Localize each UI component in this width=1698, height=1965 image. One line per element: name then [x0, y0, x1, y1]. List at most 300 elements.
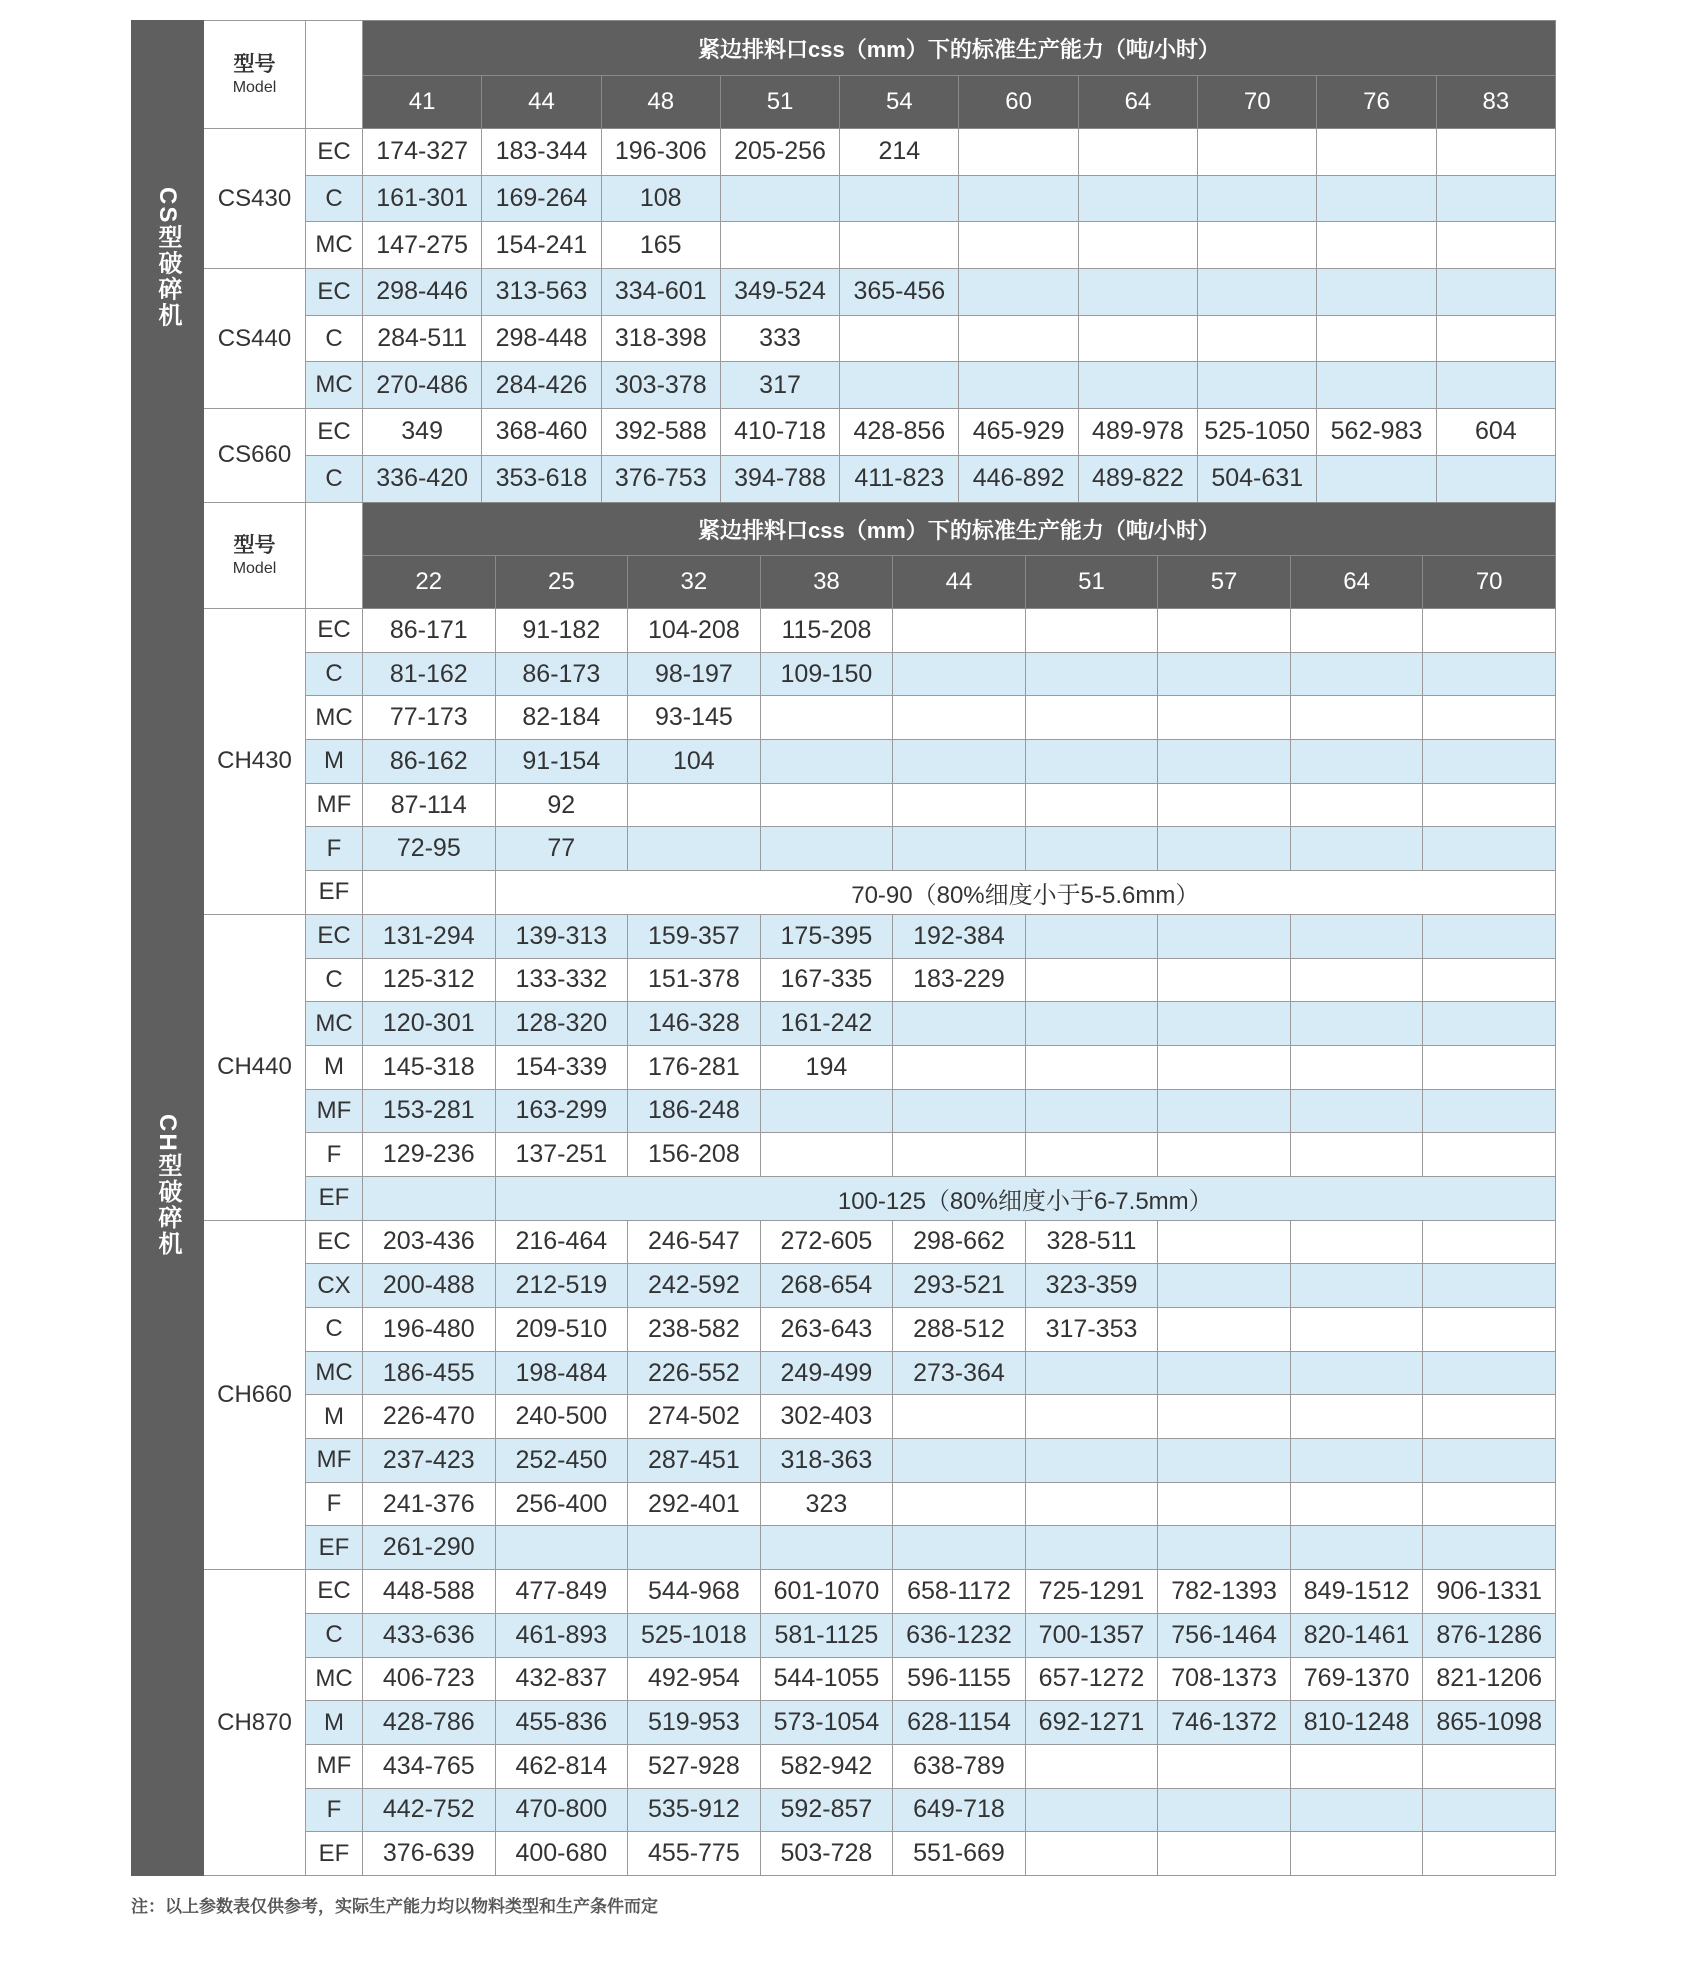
ch-model-header — [204, 503, 306, 609]
cavity-type-cell: MF — [306, 783, 363, 827]
capacity-cell: 470-800 — [495, 1788, 628, 1832]
capacity-cell — [1198, 129, 1317, 176]
table-row — [132, 1089, 1556, 1133]
table-row — [132, 1482, 1556, 1526]
capacity-cell: 349 — [363, 409, 482, 456]
capacity-cell: 849-1512 — [1290, 1570, 1423, 1614]
capacity-cell: 77-173 — [363, 696, 496, 740]
capacity-cell — [1025, 1045, 1158, 1089]
capacity-cell: 636-1232 — [893, 1613, 1026, 1657]
capacity-cell: 137-251 — [495, 1133, 628, 1177]
capacity-cell — [1025, 827, 1158, 871]
capacity-cell — [1078, 362, 1197, 409]
capacity-cell: 128-320 — [495, 1002, 628, 1046]
capacity-cell — [1423, 783, 1556, 827]
ch-column-header: 57 — [1158, 556, 1291, 609]
cavity-type-cell: C — [306, 652, 363, 696]
capacity-cell: 519-953 — [628, 1701, 761, 1745]
model-cell: CH430 — [204, 609, 306, 915]
capacity-cell — [1158, 696, 1291, 740]
capacity-cell — [1025, 1395, 1158, 1439]
capacity-cell: 303-378 — [601, 362, 720, 409]
capacity-cell — [1025, 652, 1158, 696]
model-label-zh: 型号 — [233, 534, 276, 558]
model-cell: CH440 — [204, 914, 306, 1220]
capacity-cell — [1158, 1133, 1291, 1177]
capacity-cell: 163-299 — [495, 1089, 628, 1133]
model-label-en: Model — [232, 559, 277, 577]
capacity-cell — [1158, 783, 1291, 827]
cavity-type-cell: EC — [306, 129, 363, 176]
capacity-cell: 906-1331 — [1423, 1570, 1556, 1614]
table-row — [132, 696, 1556, 740]
capacity-cell — [1290, 652, 1423, 696]
capacity-cell: 455-836 — [495, 1701, 628, 1745]
capacity-cell — [1158, 1832, 1291, 1876]
cs-side-label-text: CS型破碎机 — [154, 187, 181, 329]
capacity-cell: 525-1050 — [1198, 409, 1317, 456]
table-row — [132, 958, 1556, 1002]
capacity-cell: 544-968 — [628, 1570, 761, 1614]
capacity-cell: 746-1372 — [1158, 1701, 1291, 1745]
capacity-cell: 145-318 — [363, 1045, 496, 1089]
table-row — [132, 914, 1556, 958]
capacity-cell — [1158, 652, 1291, 696]
capacity-cell: 376-753 — [601, 455, 720, 502]
capacity-cell: 551-669 — [893, 1832, 1026, 1876]
capacity-cell: 237-423 — [363, 1439, 496, 1483]
capacity-cell — [1158, 740, 1291, 784]
model-cell: CH870 — [204, 1570, 306, 1876]
capacity-cell — [893, 609, 1026, 653]
capacity-cell — [1025, 1002, 1158, 1046]
capacity-cell — [959, 269, 1078, 316]
capacity-cell — [1290, 1220, 1423, 1264]
capacity-cell: 318-398 — [601, 315, 720, 362]
capacity-cell — [1078, 315, 1197, 362]
capacity-cell: 317-353 — [1025, 1308, 1158, 1352]
capacity-cell — [1025, 1133, 1158, 1177]
capacity-cell: 263-643 — [760, 1308, 893, 1352]
capacity-cell: 876-1286 — [1423, 1613, 1556, 1657]
capacity-cell — [959, 129, 1078, 176]
capacity-cell: 131-294 — [363, 914, 496, 958]
table-row — [132, 1570, 1556, 1614]
capacity-cell — [760, 1526, 893, 1570]
capacity-cell — [1290, 914, 1423, 958]
capacity-cell: 428-786 — [363, 1701, 496, 1745]
capacity-cell — [1290, 1089, 1423, 1133]
cavity-type-cell: M — [306, 1701, 363, 1745]
cavity-type-cell: MF — [306, 1744, 363, 1788]
cavity-type-cell: C — [306, 455, 363, 502]
capacity-cell — [1423, 696, 1556, 740]
capacity-cell: 270-486 — [363, 362, 482, 409]
capacity-cell: 196-306 — [601, 129, 720, 176]
capacity-cell: 153-281 — [363, 1089, 496, 1133]
cavity-type-cell: F — [306, 827, 363, 871]
capacity-cell: 174-327 — [363, 129, 482, 176]
capacity-cell — [1436, 222, 1555, 269]
table-row — [132, 455, 1556, 502]
capacity-cell — [720, 222, 839, 269]
cs-capacity-table — [131, 20, 1556, 503]
capacity-cell: 72-95 — [363, 827, 496, 871]
cavity-type-cell: MC — [306, 1002, 363, 1046]
ch-column-header: 25 — [495, 556, 628, 609]
capacity-cell: 298-448 — [482, 315, 601, 362]
capacity-cell: 240-500 — [495, 1395, 628, 1439]
capacity-cell: 226-552 — [628, 1351, 761, 1395]
capacity-cell: 465-929 — [959, 409, 1078, 456]
capacity-cell: 154-241 — [482, 222, 601, 269]
capacity-cell: 86-162 — [363, 740, 496, 784]
cavity-type-cell: CX — [306, 1264, 363, 1308]
capacity-cell — [959, 315, 1078, 362]
capacity-cell: 156-208 — [628, 1133, 761, 1177]
capacity-cell — [893, 1439, 1026, 1483]
capacity-cell — [1078, 269, 1197, 316]
capacity-cell — [1290, 1744, 1423, 1788]
capacity-cell: 810-1248 — [1290, 1701, 1423, 1745]
cs-side-label — [132, 21, 204, 503]
cs-column-header: 64 — [1078, 76, 1197, 129]
capacity-cell: 492-954 — [628, 1657, 761, 1701]
capacity-cell — [1290, 1002, 1423, 1046]
ch-column-header: 70 — [1423, 556, 1556, 609]
capacity-cell — [959, 175, 1078, 222]
capacity-cell: 400-680 — [495, 1832, 628, 1876]
table-row — [132, 1701, 1556, 1745]
capacity-cell: 433-636 — [363, 1613, 496, 1657]
capacity-cell: 489-822 — [1078, 455, 1197, 502]
capacity-cell: 638-789 — [893, 1744, 1026, 1788]
capacity-cell — [893, 1089, 1026, 1133]
capacity-cell: 104 — [628, 740, 761, 784]
cavity-type-cell: MC — [306, 1351, 363, 1395]
capacity-cell — [1158, 958, 1291, 1002]
cs-column-header: 60 — [959, 76, 1078, 129]
capacity-cell — [760, 696, 893, 740]
capacity-cell: 159-357 — [628, 914, 761, 958]
capacity-cell: 87-114 — [363, 783, 496, 827]
cs-sub-header — [306, 21, 363, 129]
ch-column-header: 51 — [1025, 556, 1158, 609]
capacity-cell: 313-563 — [482, 269, 601, 316]
capacity-cell: 91-154 — [495, 740, 628, 784]
model-cell: CS660 — [204, 409, 306, 502]
capacity-cell: 434-765 — [363, 1744, 496, 1788]
capacity-cell — [1423, 1439, 1556, 1483]
capacity-cell: 504-631 — [1198, 455, 1317, 502]
capacity-cell — [1290, 1264, 1423, 1308]
table-row — [132, 1526, 1556, 1570]
capacity-cell: 581-1125 — [760, 1613, 893, 1657]
capacity-cell: 410-718 — [720, 409, 839, 456]
capacity-cell: 708-1373 — [1158, 1657, 1291, 1701]
capacity-cell: 448-588 — [363, 1570, 496, 1614]
capacity-cell — [1158, 914, 1291, 958]
capacity-cell: 649-718 — [893, 1788, 1026, 1832]
capacity-cell: 249-499 — [760, 1351, 893, 1395]
table-row — [132, 1176, 1556, 1220]
cs-header-row — [132, 21, 1556, 76]
capacity-cell: 81-162 — [363, 652, 496, 696]
capacity-cell: 226-470 — [363, 1395, 496, 1439]
table-row — [132, 1351, 1556, 1395]
cavity-type-cell: F — [306, 1482, 363, 1526]
capacity-cell — [1423, 1744, 1556, 1788]
capacity-cell — [1423, 1045, 1556, 1089]
capacity-cell: 268-654 — [760, 1264, 893, 1308]
capacity-cell — [1158, 1045, 1291, 1089]
cavity-type-cell: MC — [306, 1657, 363, 1701]
capacity-cell: 161-301 — [363, 175, 482, 222]
capacity-cell — [840, 222, 959, 269]
cavity-type-cell: C — [306, 1308, 363, 1352]
capacity-cell — [1423, 827, 1556, 871]
capacity-cell: 334-601 — [601, 269, 720, 316]
capacity-cell: 238-582 — [628, 1308, 761, 1352]
table-row — [132, 1439, 1556, 1483]
capacity-cell — [1423, 652, 1556, 696]
capacity-cell — [1158, 1395, 1291, 1439]
capacity-cell — [1290, 1133, 1423, 1177]
cavity-type-cell: EC — [306, 914, 363, 958]
capacity-cell — [1158, 1482, 1291, 1526]
capacity-cell: 104-208 — [628, 609, 761, 653]
capacity-cell — [1158, 1220, 1291, 1264]
capacity-cell — [1158, 1002, 1291, 1046]
cs-column-header: 70 — [1198, 76, 1317, 129]
ch-side-label — [132, 503, 204, 1876]
capacity-cell — [1317, 269, 1436, 316]
capacity-cell: 769-1370 — [1290, 1657, 1423, 1701]
capacity-cell — [893, 1045, 1026, 1089]
capacity-cell — [893, 783, 1026, 827]
capacity-cell: 77 — [495, 827, 628, 871]
table-row — [132, 652, 1556, 696]
capacity-cell — [1198, 175, 1317, 222]
capacity-cell — [1290, 1439, 1423, 1483]
table-row — [132, 783, 1556, 827]
capacity-cell: 146-328 — [628, 1002, 761, 1046]
capacity-cell: 292-401 — [628, 1482, 761, 1526]
ch-capacity-title: 紧边排料口css（mm）下的标准生产能力（吨/小时） — [363, 503, 1556, 556]
capacity-cell — [1290, 1526, 1423, 1570]
capacity-cell: 92 — [495, 783, 628, 827]
ch-side-label-text: CH型破碎机 — [154, 1114, 181, 1257]
model-cell: CS430 — [204, 129, 306, 269]
capacity-cell: 489-978 — [1078, 409, 1197, 456]
cavity-type-cell: EF — [306, 1832, 363, 1876]
capacity-cell: 194 — [760, 1045, 893, 1089]
capacity-cell: 820-1461 — [1290, 1613, 1423, 1657]
capacity-cell: 198-484 — [495, 1351, 628, 1395]
capacity-cell: 216-464 — [495, 1220, 628, 1264]
capacity-cell — [1025, 1482, 1158, 1526]
capacity-cell — [1423, 1482, 1556, 1526]
capacity-cell: 125-312 — [363, 958, 496, 1002]
capacity-cell: 535-912 — [628, 1788, 761, 1832]
capacity-cell: 406-723 — [363, 1657, 496, 1701]
capacity-cell: 317 — [720, 362, 839, 409]
capacity-cell: 129-236 — [363, 1133, 496, 1177]
cs-model-header — [204, 21, 306, 129]
capacity-cell: 544-1055 — [760, 1657, 893, 1701]
capacity-cell — [959, 362, 1078, 409]
capacity-cell — [1158, 609, 1291, 653]
capacity-cell — [893, 1526, 1026, 1570]
capacity-cell — [1423, 914, 1556, 958]
capacity-cell — [760, 1089, 893, 1133]
capacity-cell — [1025, 1439, 1158, 1483]
capacity-cell: 212-519 — [495, 1264, 628, 1308]
capacity-cell — [760, 1133, 893, 1177]
capacity-cell: 200-488 — [363, 1264, 496, 1308]
capacity-cell — [1158, 827, 1291, 871]
capacity-cell — [1423, 1832, 1556, 1876]
capacity-cell — [1423, 1526, 1556, 1570]
capacity-cell: 432-837 — [495, 1657, 628, 1701]
capacity-cell: 821-1206 — [1423, 1657, 1556, 1701]
capacity-cell — [1423, 1133, 1556, 1177]
capacity-cell: 336-420 — [363, 455, 482, 502]
cavity-type-cell: EF — [306, 1176, 363, 1220]
capacity-cell: 252-450 — [495, 1439, 628, 1483]
table-row — [132, 827, 1556, 871]
cavity-type-cell: MC — [306, 696, 363, 740]
cavity-type-cell: EC — [306, 1220, 363, 1264]
capacity-cell: 756-1464 — [1158, 1613, 1291, 1657]
capacity-cell — [1025, 1089, 1158, 1133]
capacity-cell — [1436, 129, 1555, 176]
capacity-cell — [1290, 1351, 1423, 1395]
capacity-cell — [1290, 1788, 1423, 1832]
capacity-cell — [840, 175, 959, 222]
capacity-cell — [1423, 958, 1556, 1002]
capacity-cell: 328-511 — [1025, 1220, 1158, 1264]
capacity-cell: 298-662 — [893, 1220, 1026, 1264]
capacity-cell: 865-1098 — [1423, 1701, 1556, 1745]
capacity-cell — [1025, 1351, 1158, 1395]
capacity-cell: 604 — [1436, 409, 1555, 456]
table-row — [132, 1788, 1556, 1832]
capacity-cell — [1158, 1089, 1291, 1133]
capacity-cell — [1423, 609, 1556, 653]
cavity-type-cell: M — [306, 1395, 363, 1439]
capacity-cell — [1436, 269, 1555, 316]
capacity-cell: 700-1357 — [1025, 1613, 1158, 1657]
capacity-cell: 246-547 — [628, 1220, 761, 1264]
cavity-type-cell: C — [306, 175, 363, 222]
capacity-cell — [1290, 958, 1423, 1002]
capacity-cell: 186-248 — [628, 1089, 761, 1133]
capacity-cell: 175-395 — [760, 914, 893, 958]
capacity-cell — [760, 783, 893, 827]
capacity-cell: 284-426 — [482, 362, 601, 409]
table-row — [132, 315, 1556, 362]
capacity-cell — [628, 783, 761, 827]
cs-column-header: 83 — [1436, 76, 1555, 129]
cavity-type-cell: M — [306, 740, 363, 784]
capacity-cell: 86-171 — [363, 609, 496, 653]
cavity-type-cell: C — [306, 958, 363, 1002]
capacity-cell: 273-364 — [893, 1351, 1026, 1395]
capacity-cell: 692-1271 — [1025, 1701, 1158, 1745]
cs-column-header: 76 — [1317, 76, 1436, 129]
ch-column-header: 32 — [628, 556, 761, 609]
table-row — [132, 1395, 1556, 1439]
capacity-cell — [1198, 269, 1317, 316]
capacity-cell: 318-363 — [760, 1439, 893, 1483]
cs-column-header: 44 — [482, 76, 601, 129]
capacity-cell — [1290, 783, 1423, 827]
capacity-cell — [1290, 827, 1423, 871]
capacity-cell: 214 — [840, 129, 959, 176]
capacity-cell — [893, 827, 1026, 871]
capacity-cell: 368-460 — [482, 409, 601, 456]
capacity-cell: 165 — [601, 222, 720, 269]
capacity-cell: 365-456 — [840, 269, 959, 316]
capacity-cell — [363, 871, 496, 915]
capacity-cell — [1025, 1788, 1158, 1832]
capacity-cell — [1025, 609, 1158, 653]
capacity-cell — [1158, 1788, 1291, 1832]
cs-column-header: 51 — [720, 76, 839, 129]
cavity-type-cell: F — [306, 1133, 363, 1177]
capacity-cell: 596-1155 — [893, 1657, 1026, 1701]
capacity-cell — [1290, 1832, 1423, 1876]
capacity-cell: 183-229 — [893, 958, 1026, 1002]
capacity-cell: 392-588 — [601, 409, 720, 456]
capacity-cell — [628, 827, 761, 871]
capacity-cell — [959, 222, 1078, 269]
cavity-type-cell: C — [306, 315, 363, 362]
model-label-zh: 型号 — [233, 53, 276, 77]
cavity-type-cell: C — [306, 1613, 363, 1657]
capacity-cell — [495, 1526, 628, 1570]
footnote: 注：以上参数表仅供参考，实际生产能力均以物料类型和生产条件而定 — [131, 1897, 658, 1917]
capacity-cell: 333 — [720, 315, 839, 362]
capacity-note-cell: 70-90（80%细度小于5-5.6mm） — [495, 871, 1555, 915]
capacity-cell — [1423, 1308, 1556, 1352]
ch-sub-header — [306, 503, 363, 609]
capacity-cell: 446-892 — [959, 455, 1078, 502]
capacity-cell: 477-849 — [495, 1570, 628, 1614]
capacity-cell — [628, 1526, 761, 1570]
capacity-cell: 525-1018 — [628, 1613, 761, 1657]
model-cell: CH660 — [204, 1220, 306, 1570]
capacity-cell — [1436, 175, 1555, 222]
capacity-cell — [1158, 1264, 1291, 1308]
capacity-cell: 428-856 — [840, 409, 959, 456]
table-row — [132, 1657, 1556, 1701]
table-row — [132, 222, 1556, 269]
cavity-type-cell: EC — [306, 609, 363, 653]
capacity-cell: 657-1272 — [1025, 1657, 1158, 1701]
capacity-cell: 302-403 — [760, 1395, 893, 1439]
capacity-cell — [1317, 175, 1436, 222]
capacity-cell: 115-208 — [760, 609, 893, 653]
capacity-cell: 91-182 — [495, 609, 628, 653]
capacity-cell — [893, 740, 1026, 784]
capacity-cell: 192-384 — [893, 914, 1026, 958]
capacity-cell — [1423, 1002, 1556, 1046]
ch-column-header: 38 — [760, 556, 893, 609]
table-row — [132, 1832, 1556, 1876]
capacity-cell — [893, 1482, 1026, 1526]
